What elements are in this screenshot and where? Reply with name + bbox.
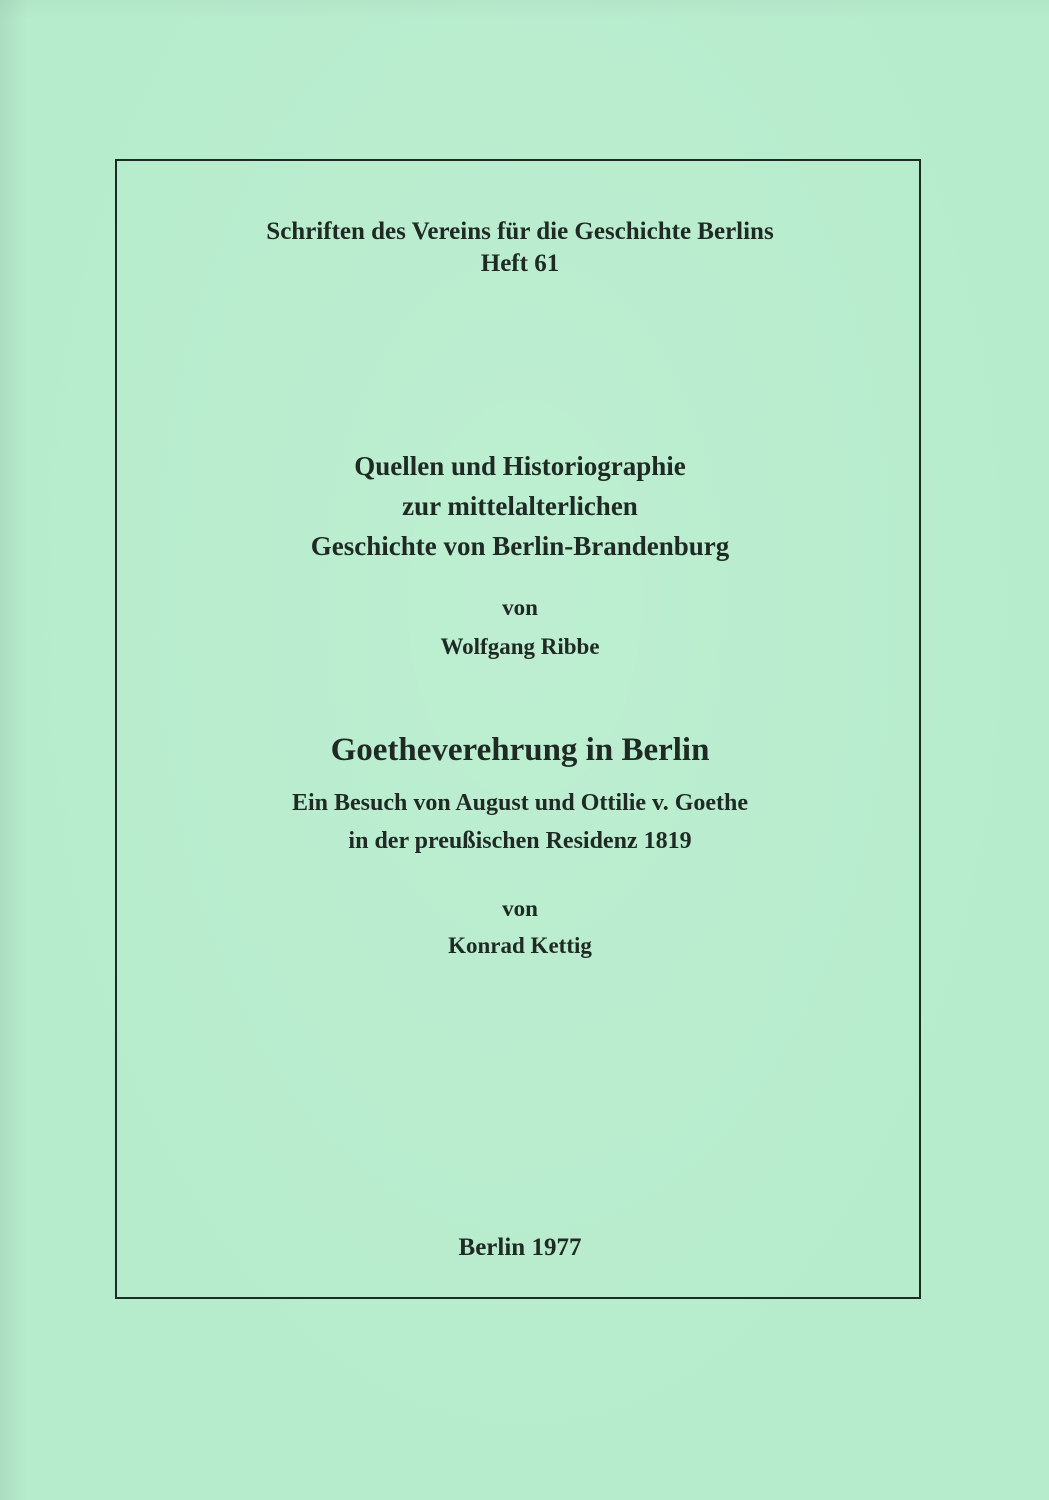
issue-number: Heft 61 [480,250,560,277]
work1-title-line-1: Quellen und Historiographie [354,451,686,481]
work2-author: Konrad Kettig [448,933,592,958]
work2-subtitle-line-2: in der preußischen Residenz 1819 [348,828,692,854]
series-title: Schriften des Vereins für die Geschichte Berlins [266,218,774,245]
imprint: Berlin 1977 [458,1234,582,1261]
work2-title: Goetheverehrung in Berlin [330,732,710,768]
work2-by: von [502,896,538,921]
cover-frame [115,159,921,1299]
work1-by: von [502,595,538,620]
work1-author: Wolfgang Ribbe [440,634,600,659]
work2-subtitle-line-1: Ein Besuch von August und Ottilie v. Goethe [291,790,749,816]
work1-title-line-3: Geschichte von Berlin-Brandenburg [310,531,730,561]
work1-title-line-2: zur mittelalterlichen [402,491,638,521]
